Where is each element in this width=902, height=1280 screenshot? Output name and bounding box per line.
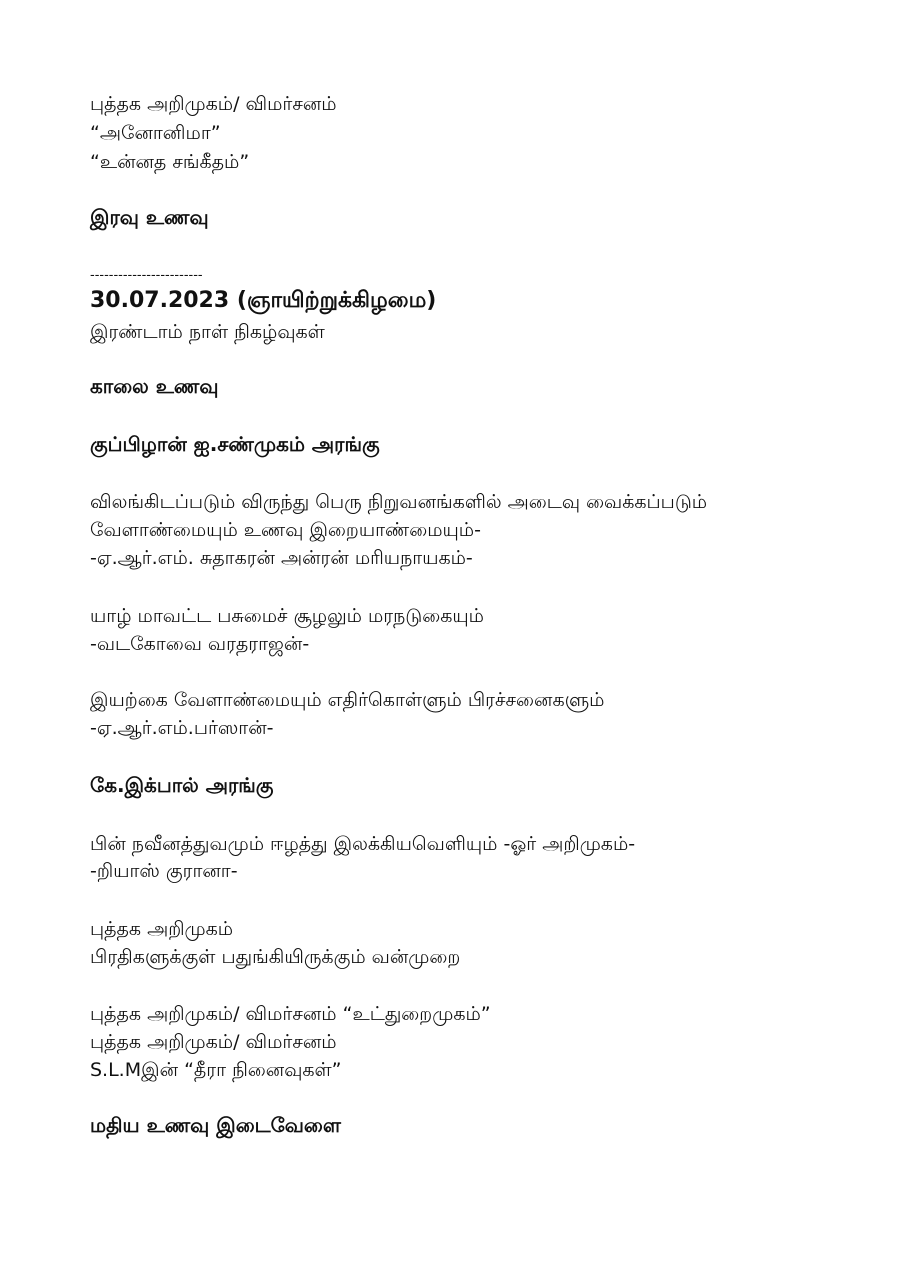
talk-title-line-2: வேளாண்மையும் உணவு இறையாண்மையும்- [90,519,481,541]
book-title-violence: பிரதிகளுக்குள் பதுங்கியிருக்கும் வன்முறை [90,946,461,968]
talk-speaker-4: -றியாஸ் குரானா- [90,860,238,882]
talk-speaker-3: -ஏ.ஆர்.எம்.பர்ஸான்- [90,717,274,739]
date-heading: 30.07.2023 (ஞாயிற்றுக்கிழமை) [90,288,437,313]
talk-title-jaffna-green: யாழ் மாவட்ட பசுமைச் சூழலும் மரநடுகையும் [90,605,484,627]
talk-title-postmodernism: பின் நவீனத்துவமும் ஈழத்து இலக்கியவெளியும் -ஓர் அறிமுகம்- [90,833,636,855]
book-title-anonima: “அனோனிமா” [90,122,221,144]
book-review-utthuraimugam: புத்தக அறிமுகம்/ விமர்சனம் “உட்துறைமுகம்” [90,1003,491,1025]
talk-speaker-1: -ஏ.ஆர்.எம். சுதாகரன் அன்ரன் மரியநாயகம்- [90,547,473,569]
lunch-break-heading: மதிய உணவு இடைவேளை [90,1113,341,1137]
separator-dashes: ------------------------ [90,268,203,283]
book-intro-line: புத்தக அறிமுகம் [90,918,234,940]
book-intro-review-line-2: புத்தக அறிமுகம்/ விமர்சனம் [90,1031,337,1053]
talk-speaker-2: -வடகோவை வரதராஜன்- [90,633,310,655]
book-intro-review-line: புத்தக அறிமுகம்/ விமர்சனம் [90,93,337,115]
book-title-theera-ninaivugal: S.L.Mஇன் “தீரா நினைவுகள்” [90,1059,342,1081]
talk-title-line-1: விலங்கிடப்படும் விருந்து பெரு நிறுவனங்களில் அடைவு வைக்கப்படும் [90,491,708,513]
book-title-unnatha-sangeetham: “உன்னத சங்கீதம்” [90,151,250,173]
talk-title-natural-farming: இயற்கை வேளாண்மையும் எதிர்கொள்ளும் பிரச்சனைகளும் [90,689,605,711]
breakfast-heading: காலை உணவு [90,374,219,398]
hall-shanmugam-heading: குப்பிழான் ஐ.சண்முகம் அரங்கு [90,432,380,456]
day-two-events: இரண்டாம் நாள் நிகழ்வுகள் [90,321,325,343]
hall-iqbal-heading: கே.இக்பால் அரங்கு [90,773,274,797]
dinner-heading: இரவு உணவு [90,205,209,229]
